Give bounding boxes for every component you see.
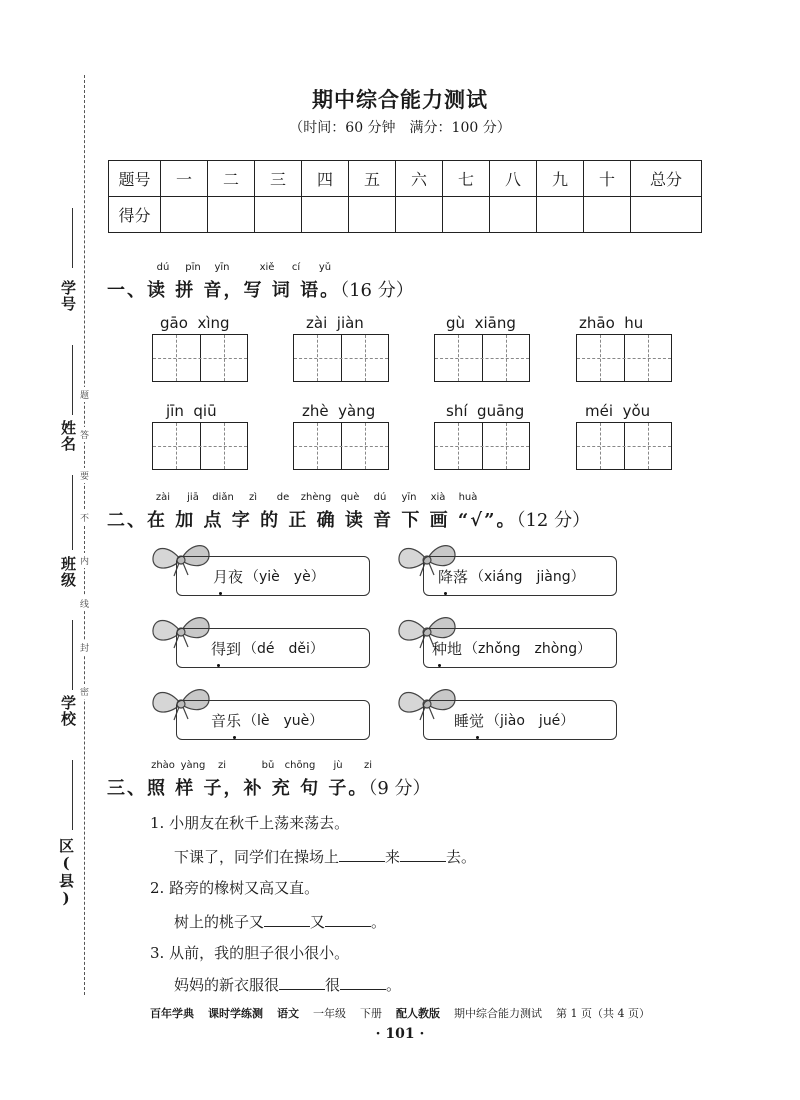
reading-choice-card[interactable] — [176, 628, 370, 668]
pinyin-syllable: zì — [248, 492, 258, 503]
answer-blank[interactable] — [325, 912, 371, 927]
score-header-cell: 六 — [396, 161, 443, 197]
pinyin-syllable: yǔ — [318, 262, 332, 273]
footer-edition: 配人教版 — [396, 1007, 440, 1020]
score-input-cell[interactable] — [161, 197, 208, 233]
class-line — [72, 475, 73, 550]
emphasis-dot — [476, 736, 479, 739]
seal-char: 答 — [80, 427, 89, 442]
score-input-cell[interactable] — [396, 197, 443, 233]
score-row-label: 得分 — [109, 197, 161, 233]
footer-volume: 下册 — [360, 1007, 382, 1020]
seal-char: 要 — [80, 468, 89, 483]
pinyin-syllable: xiě — [259, 262, 275, 273]
choice-options[interactable]: （dé děi） — [243, 641, 324, 657]
reading-choice-card[interactable] — [176, 700, 370, 740]
reading-choice-card[interactable] — [423, 628, 617, 668]
section3-heading-text: 三、照 样 子，补 充 句 子。 — [107, 778, 369, 799]
tian-grid[interactable] — [576, 334, 672, 382]
footer-subject: 语文 — [277, 1007, 299, 1020]
footer-page-info: 第 1 页（共 4 页） — [556, 1007, 650, 1020]
pinyin-syllable: dú — [156, 262, 170, 273]
score-header-cell: 十 — [584, 161, 631, 197]
pinyin-syllable: jiā — [187, 492, 199, 503]
choice-options[interactable]: （yiè yè） — [245, 569, 325, 585]
section2-heading-text: 二、在 加 点 字 的 正 确 读 音 下 画 “√”。 — [107, 510, 517, 531]
score-table-score-row — [109, 197, 702, 233]
word-pinyin: zhāo hu — [579, 314, 644, 332]
section2-score: （12 分） — [516, 510, 591, 531]
district-line — [72, 760, 73, 830]
score-header-cell: 题号 — [109, 161, 161, 197]
fill-sentence: 妈妈的新衣服很 很 。 — [174, 976, 402, 994]
tian-grid[interactable] — [434, 334, 530, 382]
choice-options[interactable]: （zhǒng zhòng） — [464, 641, 592, 657]
school-label: 学校 — [59, 695, 77, 727]
score-input-cell[interactable] — [255, 197, 302, 233]
name-label: 姓名 — [59, 420, 77, 452]
emphasis-dot — [233, 736, 236, 739]
page-footer — [0, 1005, 800, 1021]
footer-series: 课时学练测 — [208, 1007, 263, 1020]
choice-word: 降落 — [438, 568, 469, 586]
score-header-cell: 五 — [349, 161, 396, 197]
section2-heading — [107, 506, 590, 532]
pinyin-syllable: huà — [458, 492, 478, 503]
score-input-cell[interactable] — [208, 197, 255, 233]
word-pinyin: jīn qiū — [166, 402, 217, 420]
student-id-label: 学号 — [59, 280, 77, 312]
fill-sentence: 下课了，同学们在操场上 来 去。 — [174, 848, 477, 866]
section1-score: （16 分） — [340, 280, 414, 301]
pinyin-syllable: què — [340, 492, 360, 503]
word-pinyin: zài jiàn — [306, 314, 364, 332]
class-label: 班级 — [59, 556, 77, 588]
seal-char: 封 — [80, 640, 89, 655]
pinyin-syllable: zhèng — [300, 492, 332, 503]
example-sentence: 3. 从前，我的胆子很小很小。 — [150, 944, 350, 962]
emphasis-dot — [444, 592, 447, 595]
tian-grid[interactable] — [152, 334, 248, 382]
page-title: 期中综合能力测试 — [312, 87, 488, 112]
pinyin-syllable: cí — [291, 262, 301, 273]
score-input-cell[interactable] — [443, 197, 490, 233]
section1-heading-text: 一、读 拼 音，写 词 语。 — [107, 280, 341, 301]
section3-score: （9 分） — [368, 778, 431, 799]
pinyin-syllable: zhào — [151, 760, 175, 771]
pinyin-syllable: zi — [217, 760, 227, 771]
seal-char: 内 — [80, 553, 89, 568]
tian-grid[interactable] — [152, 422, 248, 470]
pinyin-syllable: diǎn — [212, 492, 234, 503]
score-header-cell: 三 — [255, 161, 302, 197]
score-input-cell[interactable] — [490, 197, 537, 233]
fill-sentence: 树上的桃子又 又 。 — [174, 913, 387, 931]
score-input-cell[interactable] — [302, 197, 349, 233]
score-input-cell[interactable] — [631, 197, 702, 233]
score-header-cell: 八 — [490, 161, 537, 197]
emphasis-dot — [217, 664, 220, 667]
section3-heading — [107, 774, 431, 800]
score-header-cell: 一 — [161, 161, 208, 197]
tian-grid[interactable] — [293, 334, 389, 382]
score-table — [108, 160, 702, 233]
page-number: · 101 · — [375, 1026, 425, 1042]
footer-grade: 一年级 — [313, 1007, 346, 1020]
score-header-cell: 二 — [208, 161, 255, 197]
word-pinyin: méi yǒu — [585, 402, 651, 420]
tian-grid[interactable] — [576, 422, 672, 470]
pinyin-syllable: xià — [430, 492, 446, 503]
score-header-cell: 四 — [302, 161, 349, 197]
choice-options[interactable]: （jiào jué） — [486, 713, 575, 729]
word-pinyin: gù xiāng — [446, 314, 516, 332]
score-header-cell: 总分 — [631, 161, 702, 197]
example-sentence: 2. 路旁的橡树又高又直。 — [150, 879, 320, 897]
score-header-cell: 九 — [537, 161, 584, 197]
emphasis-dot — [438, 664, 441, 667]
reading-choice-card[interactable] — [176, 556, 370, 596]
footer-test-name: 期中综合能力测试 — [454, 1007, 542, 1020]
reading-choice-card[interactable] — [423, 556, 617, 596]
answer-blank[interactable] — [340, 975, 386, 990]
district-label: 区(县) — [57, 838, 75, 908]
pinyin-syllable: bǔ — [261, 760, 275, 771]
pinyin-syllable: pīn — [185, 262, 201, 273]
answer-blank[interactable] — [279, 975, 325, 990]
emphasis-dot — [219, 592, 222, 595]
word-pinyin: shí guāng — [446, 402, 525, 420]
choice-word: 月夜 — [213, 568, 244, 586]
pinyin-syllable: yīn — [401, 492, 417, 503]
pinyin-syllable: zi — [363, 760, 373, 771]
pinyin-syllable: chōng — [284, 760, 316, 771]
score-input-cell[interactable] — [584, 197, 631, 233]
pinyin-syllable: zài — [155, 492, 171, 503]
seal-char: 不 — [80, 510, 89, 525]
student-id-line — [72, 208, 73, 268]
choice-word: 睡觉 — [454, 712, 485, 730]
choice-word: 音乐 — [211, 712, 242, 730]
seal-char: 题 — [80, 387, 89, 402]
word-pinyin: zhè yàng — [302, 402, 376, 420]
tian-grid[interactable] — [293, 422, 389, 470]
footer-brand: 百年学典 — [150, 1007, 194, 1020]
word-pinyin: gāo xìng — [160, 314, 230, 332]
pinyin-syllable: yīn — [214, 262, 230, 273]
choice-word: 得到 — [211, 640, 242, 658]
answer-blank[interactable] — [400, 847, 446, 862]
score-header-cell: 七 — [443, 161, 490, 197]
school-line — [72, 620, 73, 690]
binding-dashed-line — [84, 75, 85, 995]
pinyin-syllable: de — [276, 492, 290, 503]
pinyin-syllable: yàng — [180, 760, 206, 771]
score-table-header-row — [109, 161, 702, 197]
choice-options[interactable]: （lè yuè） — [243, 713, 324, 729]
score-input-cell[interactable] — [537, 197, 584, 233]
reading-choice-card[interactable] — [423, 700, 617, 740]
name-line — [72, 345, 73, 415]
score-input-cell[interactable] — [349, 197, 396, 233]
exam-subtitle: （时间：60 分钟 满分：100 分） — [289, 120, 511, 136]
choice-word: 种地 — [432, 640, 463, 658]
choice-options[interactable]: （xiáng jiàng） — [470, 569, 585, 585]
seal-char: 密 — [80, 684, 89, 699]
seal-char: 线 — [80, 596, 89, 611]
pinyin-syllable: dú — [373, 492, 387, 503]
example-sentence: 1. 小朋友在秋千上荡来荡去。 — [150, 814, 350, 832]
answer-blank[interactable] — [264, 912, 310, 927]
tian-grid[interactable] — [434, 422, 530, 470]
pinyin-syllable: jù — [333, 760, 343, 771]
answer-blank[interactable] — [339, 847, 385, 862]
section1-heading — [107, 276, 414, 302]
